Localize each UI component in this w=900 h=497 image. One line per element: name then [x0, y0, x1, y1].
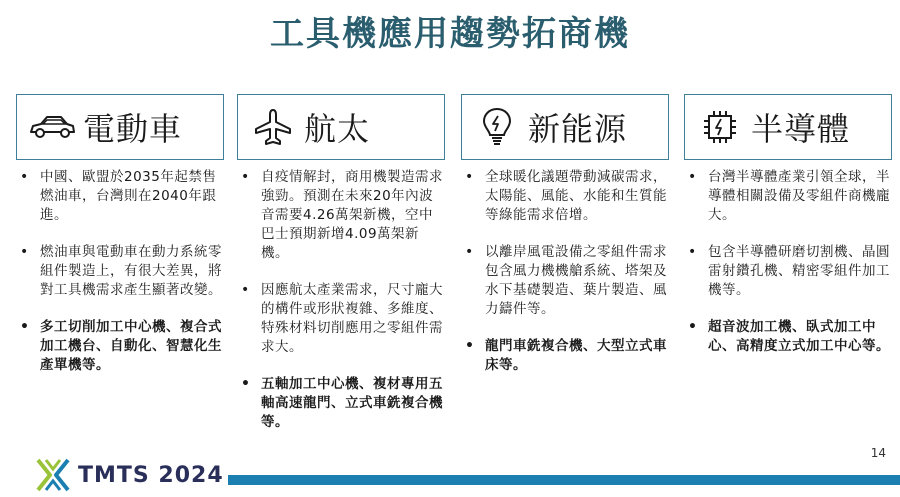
lightbulb-icon [468, 105, 526, 149]
column-new-energy [461, 94, 669, 393]
list-item: • 超音波加工機、臥式加工中心、高精度立式加工中心等。 [684, 318, 892, 356]
list-item: • 中國、歐盟於2035年起禁售燃油車，台灣則在2040年跟進。 [16, 168, 224, 225]
list-item: • 包含半導體研磨切割機、晶圓雷射鑽孔機、精密零組件加工機等。 [684, 243, 892, 300]
tmts-logo [36, 458, 224, 492]
column-aerospace [237, 94, 445, 450]
column-header [684, 94, 892, 160]
airplane-icon [244, 105, 302, 149]
list-item: • 以離岸風電設備之零組件需求包含風力機機艙系統、塔架及水下基礎製造、葉片製造、風力鑄件等。 [461, 243, 669, 319]
list-item: • 因應航太產業需求，尺寸龐大的構件或形狀複雜、多維度、特殊材料切削應用之零組件需求大。 [237, 281, 445, 357]
list-item: • 龍門車銑複合機、大型立式車床等。 [461, 337, 669, 375]
logo-text: TMTS 2024 [78, 462, 224, 488]
column-heading: 電動車 [83, 110, 183, 148]
car-icon [23, 105, 81, 149]
column-header [16, 94, 224, 160]
page-title: 工具機應用趨勢拓商機 [270, 14, 630, 54]
column-heading: 航太 [304, 110, 371, 148]
bullet-list [684, 168, 892, 356]
column-heading: 半導體 [751, 110, 851, 148]
bullet-list [16, 168, 224, 375]
semiconductor-icon [691, 105, 749, 149]
list-item: • 全球暖化議題帶動減碳需求，太陽能、風能、水能和生質能等綠能需求倍增。 [461, 168, 669, 225]
column-header [461, 94, 669, 160]
column-header [237, 94, 445, 160]
list-item: • 燃油車與電動車在動力系統零組件製造上，有很大差異，將對工具機需求產生顯著改變。 [16, 243, 224, 300]
page-number: 14 [870, 446, 886, 460]
footer-bar [228, 475, 900, 485]
column-ev [16, 94, 224, 393]
column-semiconductor [684, 94, 892, 374]
bullet-list [237, 168, 445, 432]
bullet-list [461, 168, 669, 375]
list-item: • 五軸加工中心機、複材專用五軸高速龍門、立式車銑複合機等。 [237, 375, 445, 432]
list-item: • 自疫情解封，商用機製造需求強勁。預測在未來20年內波音需要4.26萬架新機，空中巴士預期新增4.09萬架新機。 [237, 168, 445, 263]
x-logo-icon [36, 458, 70, 492]
list-item: • 多工切削加工中心機、複合式加工機台、自動化、智慧化生產單機等。 [16, 318, 224, 375]
list-item: • 台灣半導體產業引領全球，半導體相關設備及零組件商機龐大。 [684, 168, 892, 225]
column-heading: 新能源 [528, 110, 628, 148]
